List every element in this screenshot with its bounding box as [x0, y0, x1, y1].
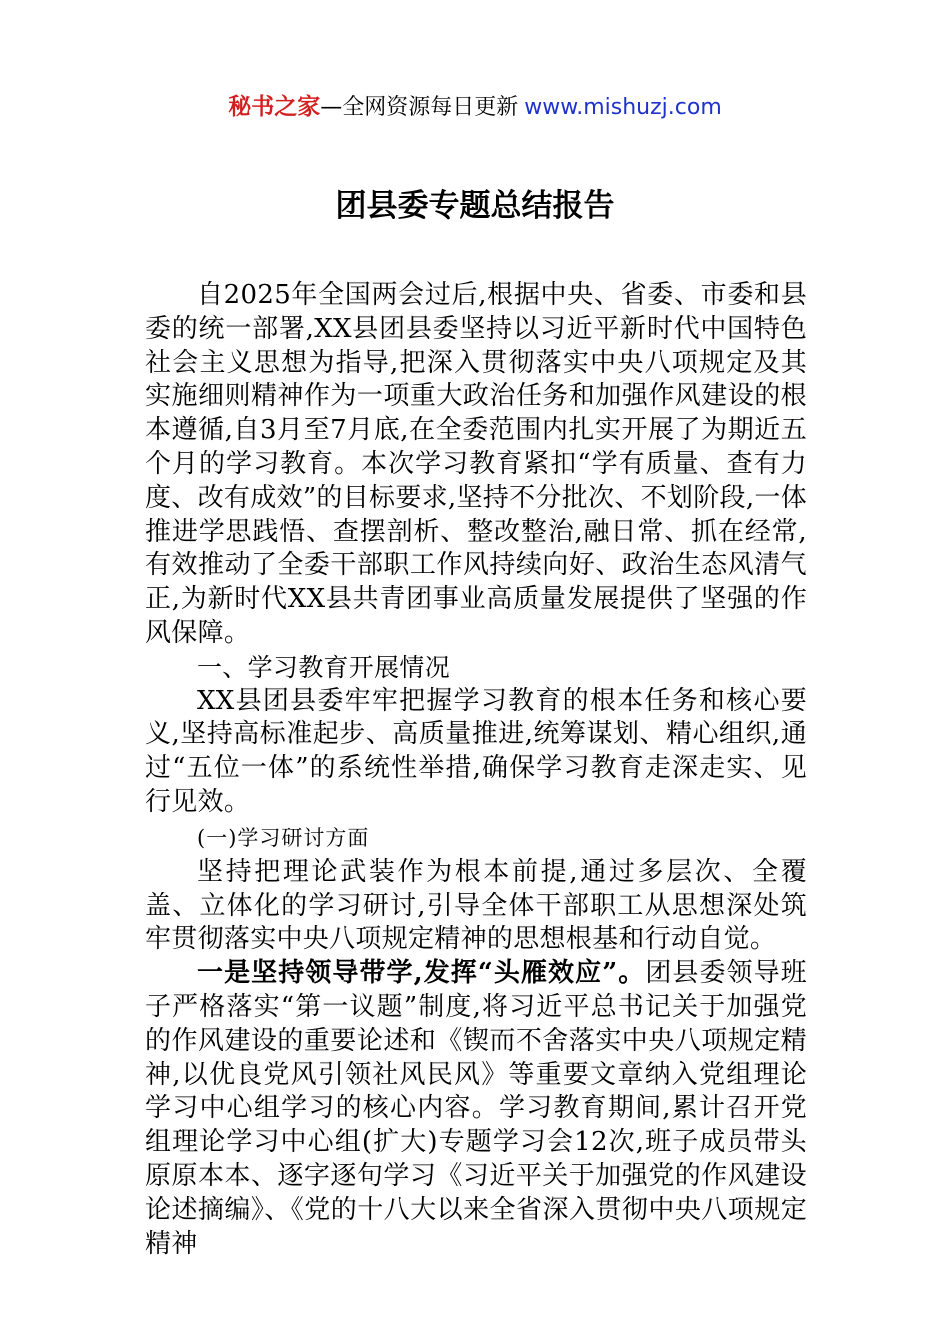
site-url-link[interactable]: www.mishuzj.com [524, 95, 722, 120]
document-body [145, 279, 807, 1261]
header-slogan: 全网资源每日更新 [342, 95, 519, 120]
paragraph-overview: XX县团县委牢牢把握学习教育的根本任务和核心要义,坚持高标准起步、高质量推进,统筹谋划、精心组织,通过“五位一体”的系统性举措,确保学习教育走深走实、见行见效。 [145, 685, 807, 817]
document-title: 团县委专题总结报告 [335, 188, 615, 224]
site-header [0, 90, 950, 124]
section-heading-1: 一、学习教育开展情况 [197, 652, 451, 682]
paragraph-leadership [145, 957, 807, 1261]
paragraph-study: 坚持把理论武装作为根本前提,通过多层次、全覆盖、立体化的学习研讨,引导全体干部职工从思想深处筑牢贯彻落实中央八项规定精神的思想根基和行动自觉。 [145, 856, 807, 955]
paragraph-intro: 自2025年全国两会过后,根据中央、省委、市委和县委的统一部署,XX县团县委坚持以习近平新时代中国特色社会主义思想为指导,把深入贯彻落实中央八项规定及其实施细则精神作为一项重大政治任务和加强作风建设的根本遵循,自3月至7月底,在全委范围内扎实开展了为期近五个月的学习教育。本次学习教育紧扣“学有质量、查有力度、改有成效”的目标要求,坚持不分批次、不划阶段,一体推进学思践悟、查摆剖析、整改整治,融日常、抓在经常,有效推动了全委干部职工作风持续向好、政治生态风清气正,为新时代XX县共青团事业高质量发展提供了坚强的作风保障。 [145, 280, 807, 648]
paragraph-body-text: 团县委领导班子严格落实“第一议题”制度,将习近平总书记关于加强党的作风建设的重要论述和《锲而不舍落实中央八项规定精神,以优良党风引领社风民风》等重要文章纳入党组理论学习中心组学习的核心内容。学习教育期间,累计召开党组理论学习中心组(扩大)专题学习会12次,班子成员带头原原本本、逐字逐句学习《习近平关于加强党的作风建设论述摘编》、《党的十八大以来全省深入贯彻中央八项规定精神 [145, 958, 807, 1259]
subsection-heading-1: (一)学习研讨方面 [197, 825, 370, 850]
header-dash: — [320, 95, 343, 120]
brand-logo-text[interactable]: 秘书之家 [228, 94, 321, 120]
paragraph-lead-sentence: 一是坚持领导带学,发挥“头雁效应”。 [197, 958, 646, 989]
